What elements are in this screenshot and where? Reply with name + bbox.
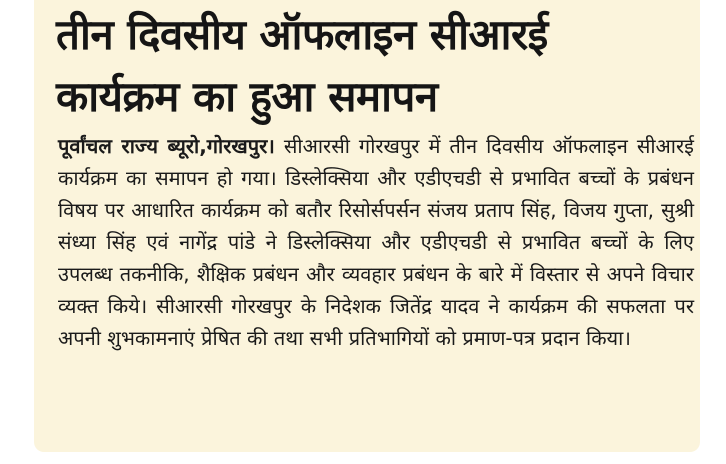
article-dateline: पूर्वांचल राज्य ब्यूरो,गोरखपुर। [58,134,275,158]
article-text: सीआरसी गोरखपुर में तीन दिवसीय ऑफलाइन सीआरई कार्यक्रम का समापन हो गया। डिस्लेक्सिया और एडीएचडी से प्रभावित बच्चों के प्रबंधन विषय पर आधारित कार्यक्रम को बतौर रिसोर्सपर्सन संजय प्रताप सिंह, विजय गुप्ता, सुश्री संध्या सिंह एवं नागेंद्र पांडे ने डिस्लेक्सिया और एडीएचडी से प्रभावित बच्चों के लिए उपलब्ध तकनीकि, शैक्षिक प्रबंधन और व्यवहार प्रबंधन के बारे में विस्तार से अपने विचार व्यक्त किये। सीआरसी गोरखपुर के निदेशक जितेंद्र यादव ने कार्यक्रम की सफलता पर अपनी शुभकामनाएं प्रेषित की तथा सभी प्रतिभागियों को प्रमाण-पत्र प्रदान किया। [58,134,694,350]
headline-line-1: तीन दिवसीय ऑफलाइन सीआरई [56,10,548,59]
headline-line-2: कार्यक्रम का हुआ समापन [56,72,438,121]
article-body [58,130,694,354]
headline [56,4,696,128]
